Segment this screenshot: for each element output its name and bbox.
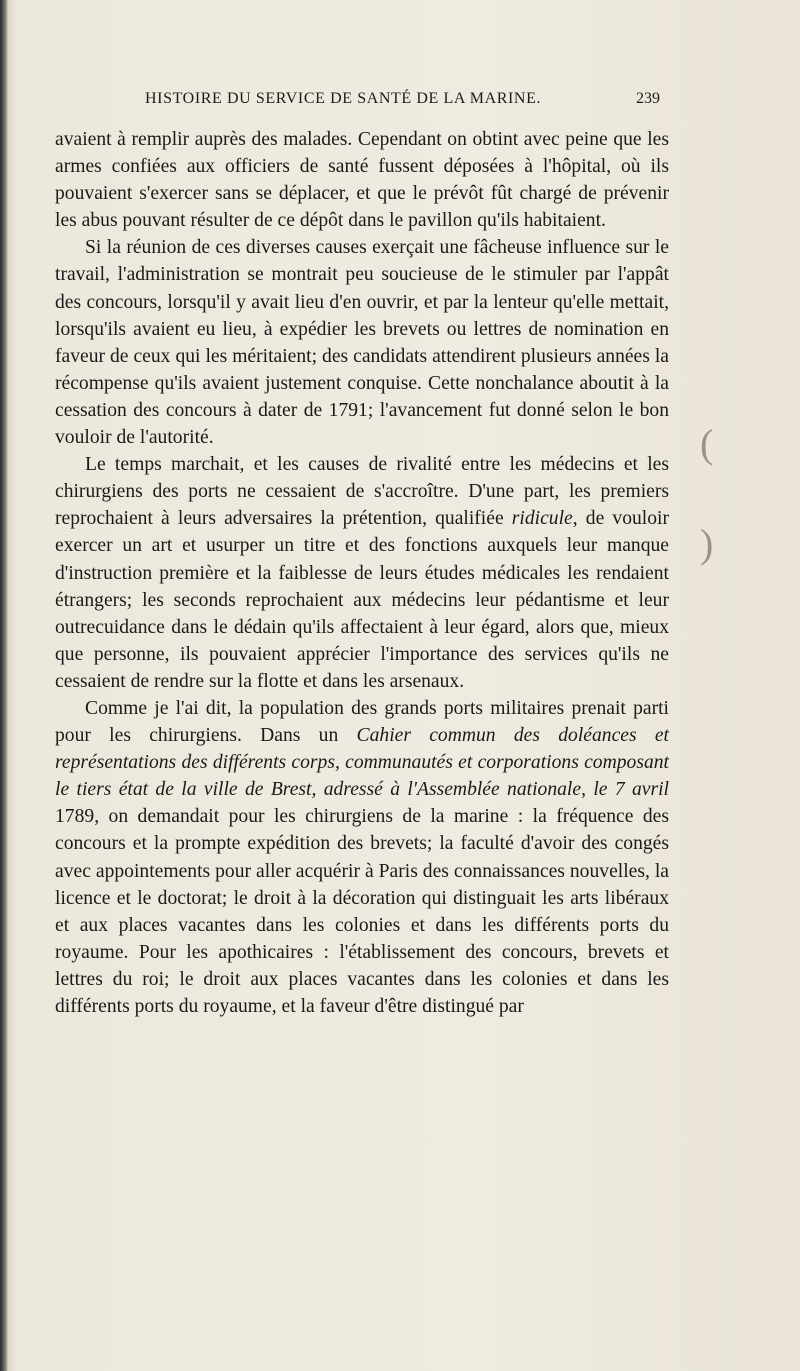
body-text [55,126,669,1020]
paragraph-4-text-a: Comme je l'ai dit, la population des grands ports militaires prenait parti pour les chirurgiens. Dans un [55,697,669,747]
paragraph-4-italic-title: Cahier commun des doléances et représentations des différents corps, communautés et corporations composant le tiers état de la ville de Brest, adressé à l'Assemblée nationale, le 7 avril [55,725,669,801]
book-spine-edge [0,0,8,1371]
margin-bracket-mark: ) [700,521,714,566]
margin-bracket-mark: ( [700,421,714,466]
paragraph-3-text-a: Le temps marchait, et les causes de rivalité entre les médecins et les chirurgiens des ports ne cessaient de s'accroître. D'une part, les premiers reprochaient à leurs adversaires la prétention, qualifiée [55,454,669,530]
page-number: 239 [636,90,660,107]
running-title: HISTOIRE DU SERVICE DE SANTÉ DE LA MARINE. [145,90,542,107]
paragraph-1-text: avaient à remplir auprès des malades. Cependant on obtint avec peine que les armes confiées aux officiers de santé fussent déposées à l'hôpital, où ils pouvaient s'exercer sans se déplacer, et que le prévôt fût chargé de prévenir les abus pouvant résulter de ce dépôt dans le pavillon qu'ils habitaient. [55,129,669,232]
paragraph-4-text-b: 1789, on demandait pour les chirurgiens de la marine : la fréquence des concours et la prompte expédition des brevets; la faculté d'avoir des congés avec appointements pour aller acquérir à Paris des connaissances nouvelles, la licence et le doctorat; le droit à la décoration qui distinguait les arts libéraux et aux places vacantes dans les colonies et dans les différents ports du royaume. Pour les apothicaires : l'établissement des concours, brevets et lettres du roi; le droit aux places vacantes dans les colonies et dans les différents ports du royaume, et la faveur d'être distingué par [55,806,669,1017]
paragraph-3 [55,451,669,695]
paragraph-3-text-b: , de vouloir exercer un art et usurper un titre et des fonctions auxquels leur manque d'instruction première et la faiblesse de leurs études médicales les rendaient étrangers; les seconds reprochaient aux médecins leur pédantisme et leur outrecuidance dans le dédain qu'ils affectaient à leur égard, alors que, mieux que personne, ils pouvaient apprécier l'importance des services qu'ils ne cessaient de rendre sur la flotte et dans les arsenaux. [55,508,669,692]
paragraph-4 [55,695,669,1020]
page-header [55,88,660,116]
paragraph-2 [55,234,669,451]
paragraph-2-text: Si la réunion de ces diverses causes exerçait une fâcheuse influence sur le travail, l'administration se montrait peu soucieuse de le stimuler par l'appât des concours, lorsqu'il y avait lieu d'en ouvrir, et par la lenteur qu'elle mettait, lorsqu'ils avaient eu lieu, à expédier les brevets ou lettres de nomination en faveur de ceux qui les méritaient; des candidats attendirent plusieurs années la récompense qu'ils avaient justement conquise. Cette nonchalance aboutit à la cessation des concours à dater de 1791; l'avancement fut donné selon le bon vouloir de l'autorité. [55,237,669,449]
paragraph-3-italic: ridicule [511,508,573,530]
paragraph-1 [55,126,669,234]
